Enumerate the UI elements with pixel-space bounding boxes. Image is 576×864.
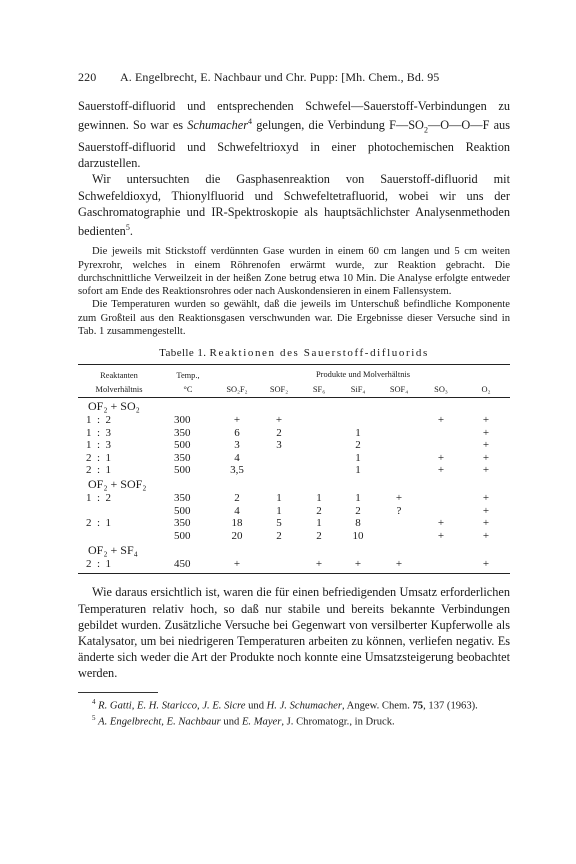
cell-value: + <box>338 558 378 574</box>
cell-value: 2 <box>316 529 322 542</box>
table-row <box>78 452 510 464</box>
cell-ratio: 2 : 1 <box>86 451 112 464</box>
cell-value: 1 <box>276 504 282 517</box>
cell-value: 2 <box>355 439 361 452</box>
page-number: 220 <box>78 70 97 84</box>
cell-value: + <box>482 529 490 542</box>
cell-value: + <box>482 451 490 464</box>
cell-value: 1 <box>355 451 361 464</box>
cell-value: + <box>275 414 283 427</box>
footnote-5-authors: A. Engelbrecht, E. Nachbaur <box>98 716 221 728</box>
cell-ratio: 1 : 2 <box>86 492 112 505</box>
cell-value: + <box>233 414 241 427</box>
cell-ratio: 1 : 3 <box>86 439 112 452</box>
cell-value <box>300 439 338 451</box>
para1-subscript: 2 <box>423 125 428 135</box>
paragraph-2 <box>78 171 510 239</box>
cell-value: 3 <box>276 439 282 452</box>
cell-value: ? <box>396 504 402 517</box>
cell-value <box>258 558 300 574</box>
header-temp-unit: °C <box>160 383 216 398</box>
cell-value: 5 <box>276 517 282 530</box>
footnote-5-und: und <box>220 716 242 728</box>
table-caption-title: Reaktionen des Sauerstoff-difluorids <box>209 347 429 360</box>
cell-value: 2 <box>234 492 240 505</box>
cell-ratio: 1 : 2 <box>86 414 112 427</box>
footnote-4-author-last: H. J. Schumacher <box>266 700 342 712</box>
footnote-4-rest: , 137 (1963). <box>423 700 478 712</box>
cell-value: + <box>482 504 490 517</box>
cell-value <box>258 452 300 464</box>
body-text <box>78 98 510 239</box>
footnote-5-author-last: E. Mayer <box>241 716 282 728</box>
table-row <box>78 558 510 574</box>
discussion-text <box>78 584 510 681</box>
cell-temp: 350 <box>174 426 191 439</box>
table-row <box>78 464 510 476</box>
cell-value: + <box>300 558 338 574</box>
header-reactants-label: Reaktanten <box>100 371 138 381</box>
footnote-5 <box>78 712 510 729</box>
table-row <box>78 439 510 451</box>
footnote-5-number: 5 <box>92 714 96 723</box>
cell-value: 2 <box>276 529 282 542</box>
cell-ratio <box>78 505 160 517</box>
cell-value <box>378 452 420 464</box>
group-title: OF₂ + SO₂ <box>88 399 140 414</box>
cell-value: + <box>437 414 445 427</box>
cell-value: 3,5 <box>230 463 244 476</box>
cell-value <box>300 464 338 476</box>
table-row <box>78 492 510 504</box>
table-body <box>78 398 510 574</box>
cell-value: 3 <box>234 439 240 452</box>
footnotes <box>78 696 510 729</box>
para1-author: Schumacher <box>187 118 249 133</box>
table-row <box>78 414 510 426</box>
cell-value: + <box>437 451 445 464</box>
experimental-text <box>78 245 510 338</box>
cell-value <box>420 427 462 439</box>
header-reactants <box>78 365 160 384</box>
para2-end: . <box>129 224 133 239</box>
group-title: OF₂ + SF₄ <box>88 543 138 557</box>
cell-temp: 500 <box>174 439 191 452</box>
cell-value: 1 <box>355 463 361 476</box>
cell-temp: 500 <box>174 504 191 517</box>
cell-temp: 500 <box>174 463 191 476</box>
footnote-5-rest: , J. Chromatogr., in Druck. <box>281 716 395 728</box>
cell-value: 18 <box>231 517 243 530</box>
table-caption-prefix: Tabelle 1. <box>159 347 207 360</box>
cell-value: 1 <box>355 492 361 505</box>
col-header: SO₃ <box>420 383 462 398</box>
running-header <box>78 70 510 85</box>
cell-ratio <box>78 530 160 542</box>
cell-value <box>420 439 462 451</box>
cell-value <box>378 439 420 451</box>
cell-value: 4 <box>234 504 240 517</box>
footnote-4-journal: , Angew. Chem. <box>341 700 413 712</box>
cell-value <box>338 414 378 426</box>
cell-value: 1 <box>355 426 361 439</box>
cell-temp: 350 <box>174 517 191 530</box>
cell-value <box>378 464 420 476</box>
cell-value: + <box>437 529 445 542</box>
table-row <box>78 427 510 439</box>
cell-value: 2 <box>316 504 322 517</box>
table-group-header <box>78 476 510 492</box>
cell-value: + <box>437 517 445 530</box>
cell-value: + <box>482 414 490 427</box>
paragraph-1 <box>78 98 510 171</box>
cell-value: + <box>437 463 445 476</box>
cell-value: + <box>462 558 510 574</box>
col-header: SO₂F₂ <box>216 383 258 398</box>
cell-value: 8 <box>355 517 361 530</box>
table-row <box>78 530 510 542</box>
page <box>78 70 510 729</box>
cell-temp: 350 <box>174 451 191 464</box>
col-header: O₂ <box>462 383 510 398</box>
cell-value: + <box>482 463 490 476</box>
cell-temp: 500 <box>174 529 191 542</box>
footnote-4-und: und <box>245 700 267 712</box>
cell-value: + <box>482 517 490 530</box>
cell-temp: 300 <box>174 414 191 427</box>
cell-value: + <box>482 426 490 439</box>
cell-value <box>420 505 462 517</box>
cell-value <box>300 452 338 464</box>
small-paragraph-2: Die Temperaturen wurden so gewählt, daß die jeweils im Unterschuß befindliche Komponente zum Großteil aus den Reaktionsgasen verschwunden war. Die Ergebnisse dieser Versuche sind in Tab. 1 zusammengestellt. <box>78 299 510 338</box>
group-title: OF₂ + SOF₂ <box>88 477 147 492</box>
cell-value <box>258 464 300 476</box>
table-row <box>78 517 510 529</box>
footnote-4-volume: 75 <box>412 700 424 712</box>
running-title: A. Engelbrecht, E. Nachbaur und Chr. Pupp: [Mh. Chem., Bd. 95 <box>120 70 440 84</box>
results-table <box>78 364 510 574</box>
header-products: Produkte und Molverhältnis <box>216 365 510 384</box>
para1-text-a: Sauerstoff-difluorid und entsprechenden Schwefel—Sauerstoff-Verbindungen zu gewinnen. So war es <box>78 99 510 133</box>
footnote-4-number: 4 <box>92 697 96 706</box>
cell-value <box>378 517 420 529</box>
cell-ratio: 1 : 3 <box>86 426 112 439</box>
cell-value <box>378 414 420 426</box>
footnote-ref-4: 4 <box>248 117 253 127</box>
paragraph-3: Wie daraus ersichtlich ist, waren die für einen befriedigenden Umsatz erforderlichen Temperaturen relativ hoch, so daß nur stabile und bereits bekannte Verbindungen gebildet wurden. Zusätzliche Versuche bei Gegenwart von versilberter Kupferwolle als Katalysator, um bei niedrigeren Temperaturen arbeiten zu können, verliefen negativ. Es änderte sich weder die Art der Produkte noch konnte eine Umsatzsteigerung beobachtet werden. <box>78 585 510 681</box>
small-paragraph-1: Die jeweils mit Stickstoff verdünnten Gase wurden in einem 60 cm langen und 5 cm weiten Pyrexrohr, welches in einem Röhrenofen erwärmt wurde, zur Reaktion gebracht. Die durchschnittliche Verweilzeit in der heißen Zone betrug etwa 10 Min. Die Analyse erfolgte entweder sofort am Ende des Reaktionsrohres oder nach Auskondensieren in einem Fallensystem. <box>78 246 510 298</box>
col-header: SiF₄ <box>338 383 378 398</box>
cell-ratio: 2 : 1 <box>86 463 112 476</box>
cell-value: 1 <box>276 492 282 505</box>
footnote-ref-5: 5 <box>125 222 130 232</box>
para1-text-c: —O—O—F aus Sauerstoff-difluorid und Schwefeltrioxyd in einer photochemischen Reaktion darzustellen. <box>78 118 510 171</box>
cell-value: 6 <box>234 426 240 439</box>
cell-value: 20 <box>231 529 243 542</box>
cell-value <box>378 427 420 439</box>
col-header: SF₆ <box>300 383 338 398</box>
cell-value <box>300 414 338 426</box>
cell-value: 4 <box>234 451 240 464</box>
cell-value <box>378 530 420 542</box>
table-group-header <box>78 398 510 415</box>
cell-temp: 450 <box>160 558 216 574</box>
cell-value: + <box>482 439 490 452</box>
table-caption <box>78 347 510 359</box>
cell-value: + <box>482 492 490 505</box>
cell-value: 1 <box>316 492 322 505</box>
table-group-header <box>78 542 510 558</box>
col-header: SOF₂ <box>258 383 300 398</box>
para2-text: Wir untersuchten die Gasphasenreaktion von Sauerstoff-difluorid mit Schwefeldioxyd, Thionylfluorid und Schwefeltetrafluorid, wobei wir uns der Gaschromatographie und IR-Spektroskopie als hauptsächlichster Analysenmethoden bedienten <box>78 172 510 239</box>
cell-value <box>300 427 338 439</box>
para1-text-b: gelungen, die Verbindung F—SO <box>252 118 424 133</box>
cell-value: 2 <box>276 426 282 439</box>
header-temp-label: Temp., <box>176 371 200 381</box>
footnote-4-authors: R. Gatti, E. H. Staricco, J. E. Sicre <box>98 700 246 712</box>
cell-ratio: 2 : 1 <box>78 558 160 574</box>
header-temp <box>160 365 216 384</box>
cell-value: + <box>216 558 258 574</box>
cell-value: 2 <box>355 504 361 517</box>
footnote-4 <box>78 696 510 713</box>
cell-value: 10 <box>352 529 364 542</box>
cell-value: + <box>395 492 403 505</box>
header-ratio: Molverhältnis <box>78 383 160 398</box>
cell-value: + <box>378 558 420 574</box>
cell-value <box>420 492 462 504</box>
table-row <box>78 505 510 517</box>
footnote-rule <box>78 692 158 693</box>
cell-value: 1 <box>316 517 322 530</box>
cell-temp: 350 <box>174 492 191 505</box>
col-header: SOF₄ <box>378 383 420 398</box>
cell-value <box>420 558 462 574</box>
cell-ratio: 2 : 1 <box>86 517 112 530</box>
